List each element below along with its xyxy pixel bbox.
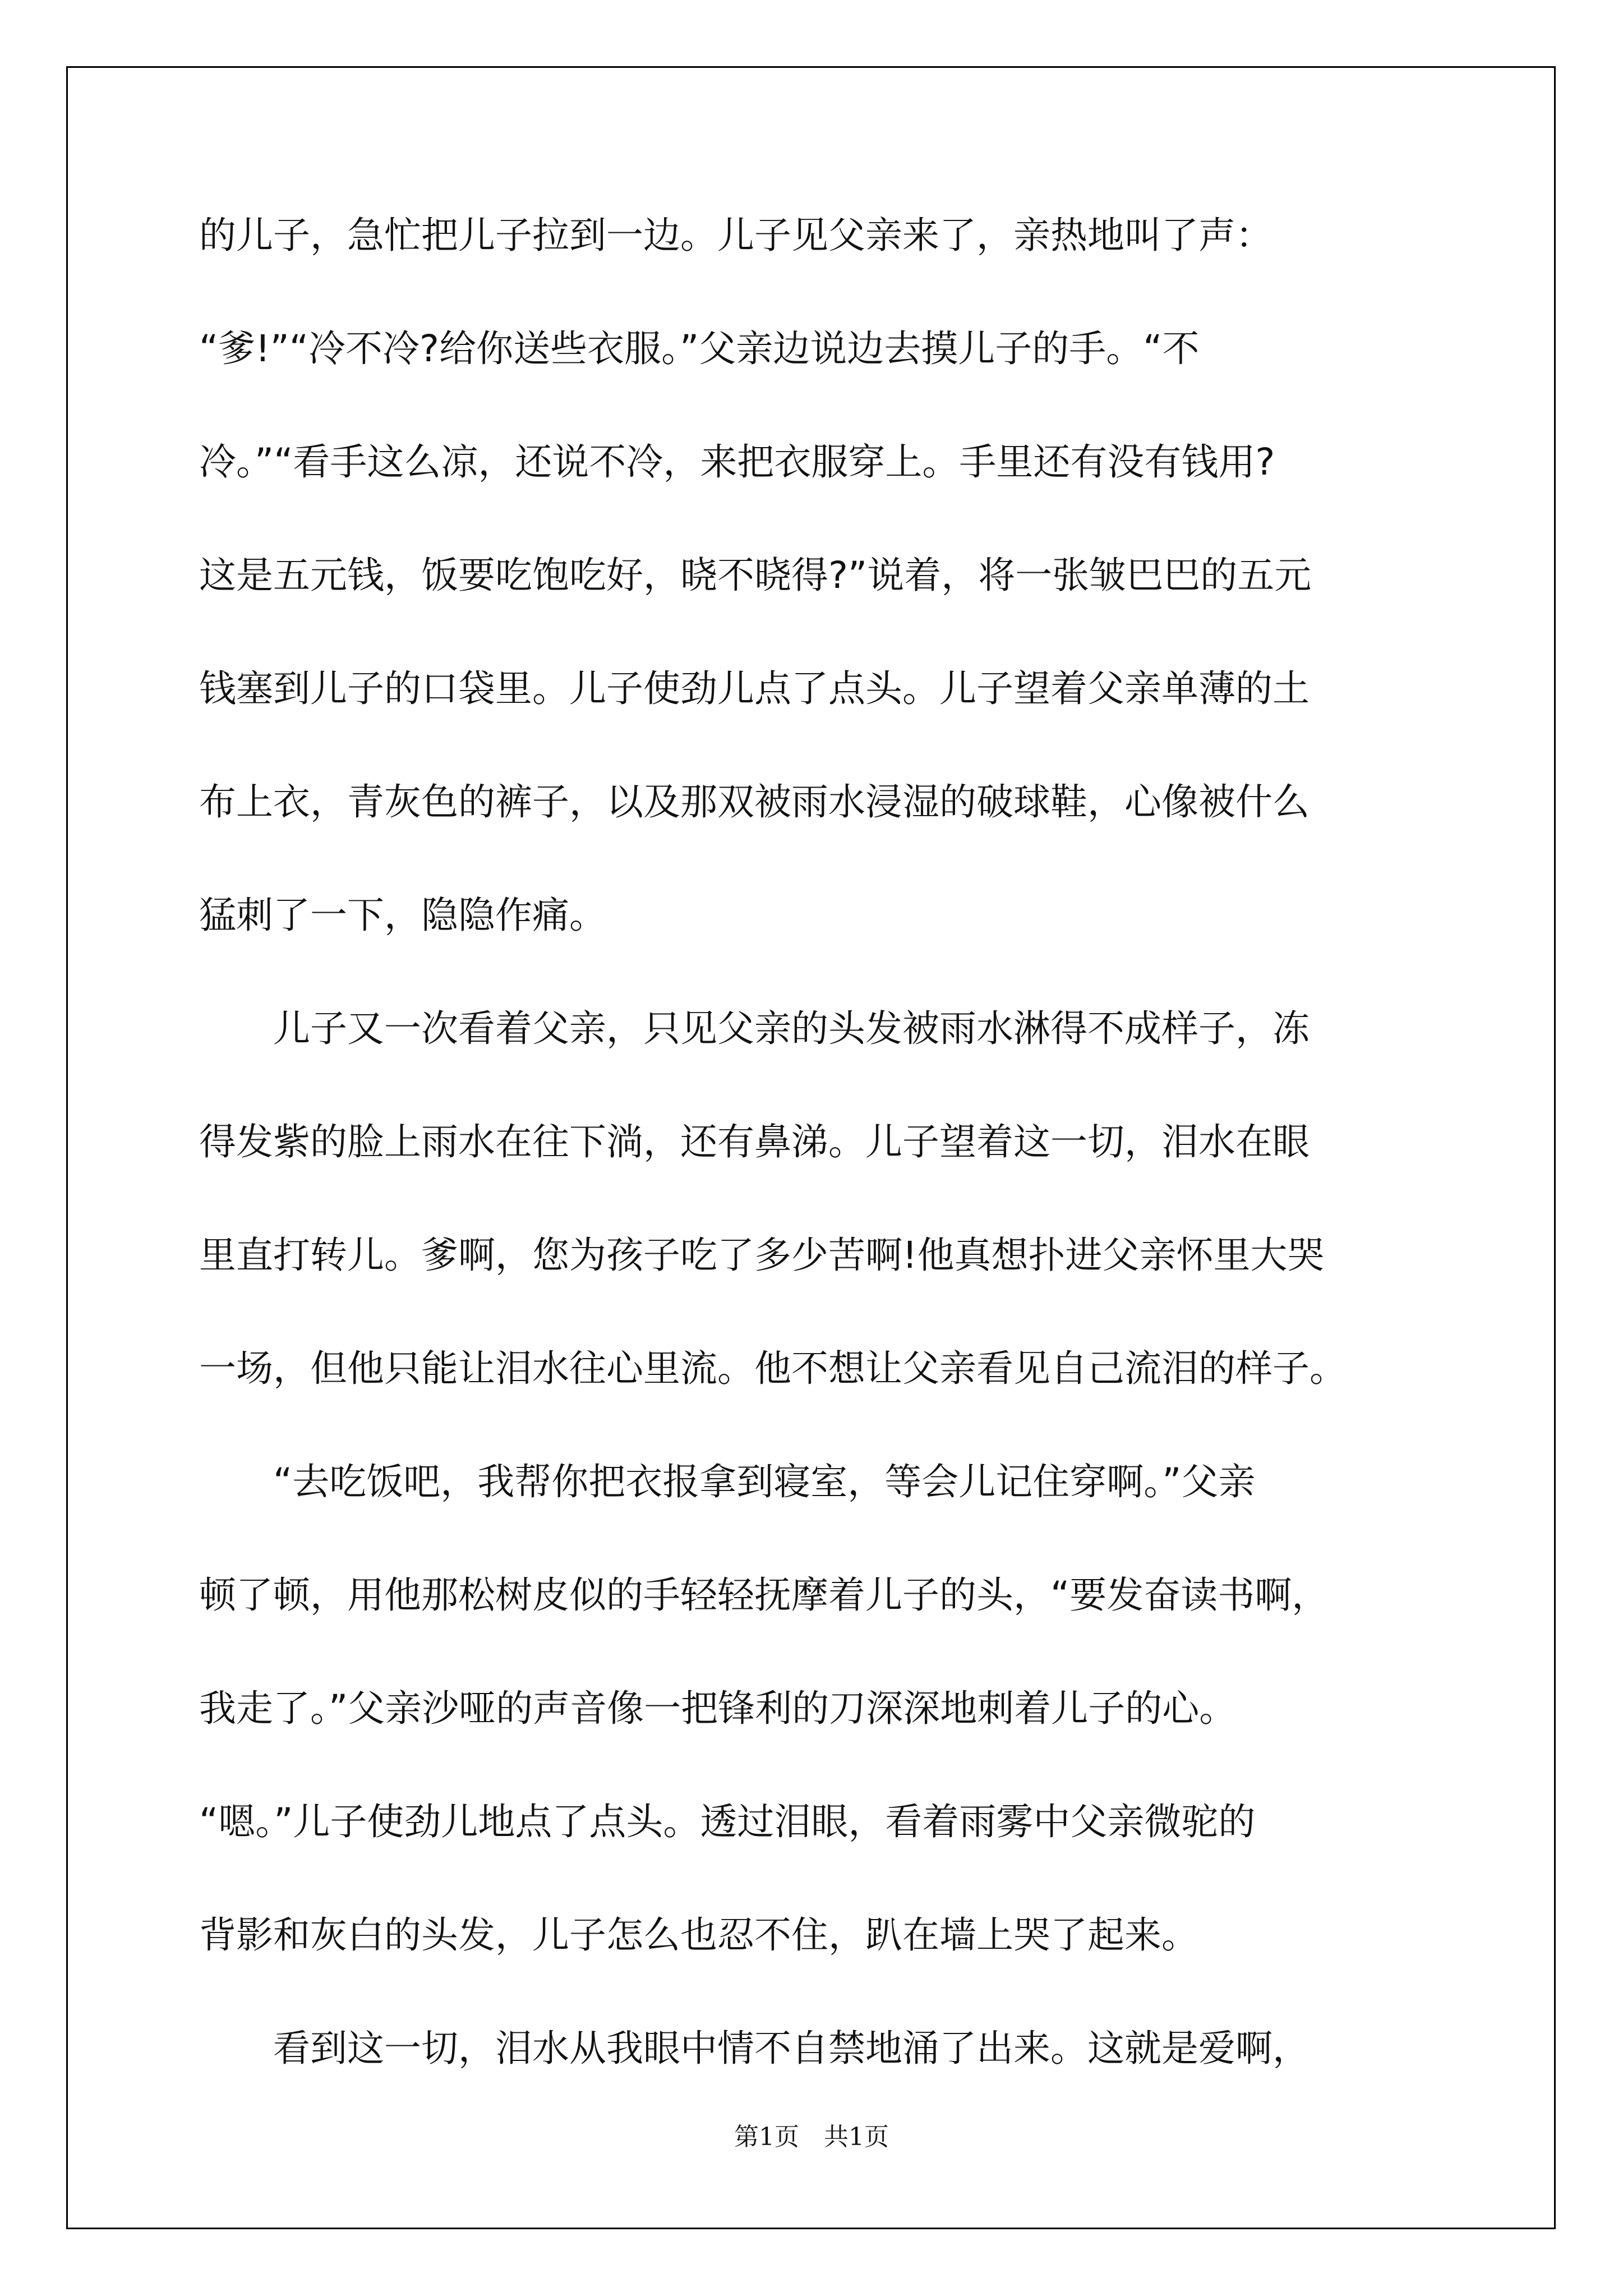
- text-line: 里直打转儿。爹啊，您为孩子吃了多少苦啊!他真想扑进父亲怀里大哭: [199, 1234, 1325, 1277]
- text-line: “去吃饭吧，我帮你把衣报拿到寝室，等会儿记住穿啊。”父亲: [273, 1460, 1256, 1503]
- text-line: 得发紫的脸上雨水在往下淌，还有鼻涕。儿子望着这一切，泪水在眼: [199, 1120, 1310, 1163]
- document-body: [199, 208, 1433, 2134]
- text-line: 钱塞到儿子的口袋里。儿子使劲儿点了点头。儿子望着父亲单薄的土: [199, 667, 1310, 710]
- text-line: 冷。”“看手这么凉，还说不冷，来把衣服穿上。手里还有没有钱用?: [199, 440, 1275, 484]
- text-line: 背影和灰白的头发，儿子怎么也忍不住，趴在墙上哭了起来。: [199, 1913, 1198, 1957]
- page-number-footer: 第1页 共1页: [734, 2123, 889, 2151]
- text-line: 一场，但他只能让泪水往心里流。他不想让父亲看见自己流泪的样子。: [199, 1347, 1347, 1390]
- text-line: “嗯。”儿子使劲儿地点了点头。透过泪眼，看着雨雾中父亲微驼的: [199, 1800, 1256, 1843]
- text-line: 布上衣，青灰色的裤子，以及那双被雨水浸湿的破球鞋，心像被什么: [199, 780, 1310, 823]
- text-line: 我走了。”父亲沙哑的声音像一把锋利的刀深深地刺着儿子的心。: [199, 1687, 1237, 1730]
- text-line: 顿了顿，用他那松树皮似的手轻轻抚摩着儿子的头，“要发奋读书啊，: [199, 1573, 1329, 1617]
- text-line: 这是五元钱，饭要吃饱吃好，晓不晓得?”说着，将一张皱巴巴的五元: [199, 554, 1312, 597]
- text-line: 的儿子，急忙把儿子拉到一边。儿子见父亲来了，亲热地叫了声：: [199, 214, 1272, 257]
- text-line: “爹!”“冷不冷?给你送些衣服。”父亲边说边去摸儿子的手。“不: [199, 327, 1200, 370]
- text-line: 看到这一切，泪水从我眼中情不自禁地涌了出来。这就是爱啊，: [273, 2027, 1310, 2070]
- text-line: 儿子又一次看着父亲，只见父亲的头发被雨水淋得不成样子，冻: [273, 1007, 1310, 1050]
- text-line: 猛刺了一下，隐隐作痛。: [199, 894, 606, 937]
